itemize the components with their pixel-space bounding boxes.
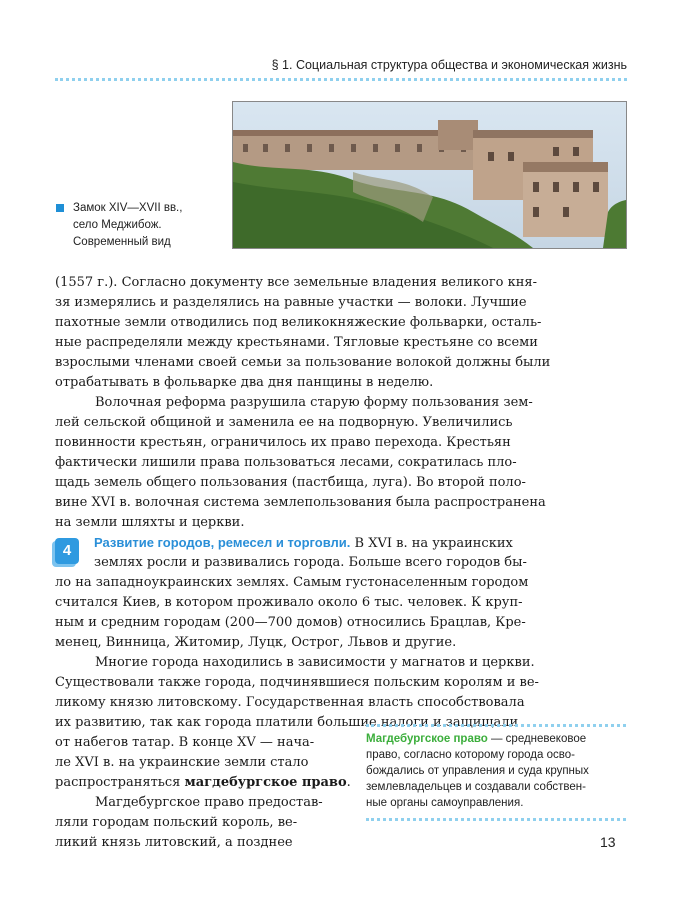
body-line: ным и средним городам (200—700 домов) относились Брацлав, Кре- [55,615,526,630]
body-line: фактически лишили права пользоваться лесами, сократилась пло- [55,455,517,470]
section-heading-line [94,534,513,552]
castle-photo [232,101,627,249]
body-line: ляли городам польский король, ве- [55,815,298,830]
body-line: Существовали также города, подчинявшиеся польским королям и ве- [55,675,539,690]
header-divider [55,78,627,81]
body-line: зя измерялись и разделялись на равные участки — волоки. Лучшие [55,295,527,310]
body-line: менец, Винница, Житомир, Луцк, Острог, Львов и другие. [55,635,457,650]
key-term: магдебургское право [184,775,347,790]
body-line: ликий князь литовский, а позднее [55,835,293,850]
definition-box [366,731,626,811]
body-line: считался Киев, в котором проживало около 6 тыс. человек. К круп- [55,595,523,610]
caption-bullet-icon [56,204,64,212]
definition-line: ные органы самоуправления. [366,797,524,809]
body-line: ликому князю литовскому. Государственная власть способствовала [55,695,525,710]
page-number: 13 [600,834,616,850]
body-line: отрабатывать в фольварке два дня панщины в неделю. [55,375,434,390]
body-line: на земли шляхты и церкви. [55,515,245,530]
body-line: щадь земель общего пользования (пастбища, луга). Во второй поло- [55,475,526,490]
body-line: повинности крестьян, ограничилось их право перехода. Крестьян [55,435,511,450]
body-line: Волочная реформа разрушила старую форму пользования зем- [95,395,533,410]
body-line: Многие города находились в зависимости у магнатов и церкви. [95,655,535,670]
body-line: вине XVI в. волочная система землепользования была распространена [55,495,546,510]
body-line: (1557 г.). Согласно документу все земельные владения великого кня- [55,275,538,290]
definition-text: — средневековое [487,733,587,745]
body-line-with-term [55,774,351,791]
definition-line: бождались от управления и суда крупных [366,765,589,777]
body-line: их развитию, так как города платили большие налоги и защищали [55,715,519,730]
section-title: Развитие городов, ремесел и торговли. [94,535,351,550]
section-number-badge: 4 [55,538,79,564]
definition-line: землевладельцев и создавали собствен- [366,781,586,793]
body-line: ные распределяли между крестьянами. Тягловые крестьяне со всеми [55,335,538,350]
body-line: от набегов татар. В конце XV — нача- [55,735,315,750]
body-line: Магдебургское право предостав- [95,795,323,810]
body-line: ло на западноукраинских землях. Самым густонаселенным городом [55,575,529,590]
caption-line: Замок XIV—XVII вв., [73,202,183,214]
body-line-rest: В XVI в. на украинских [350,536,513,551]
definition-term: Магдебургское право [366,733,488,745]
body-text: распространяться [55,775,185,790]
body-line: ле XVI в. на украинские земли стало [55,755,309,770]
caption-line: село Меджибож. [73,219,162,231]
running-header: § 1. Социальная структура общества и экономическая жизнь [271,58,627,72]
body-line: землях росли и развивались города. Больше всего городов бы- [94,555,527,570]
photo-caption [56,200,226,251]
definition-line [366,731,626,747]
body-line: взрослыми членами своей семьи за пользование волокой должны были [55,355,551,370]
sidebar-bottom-divider [366,818,626,821]
caption-line: Современный вид [73,236,171,248]
body-line: лей сельской общиной и заменила ее на подворную. Увеличились [55,415,513,430]
sidebar-top-divider [366,724,626,727]
body-text: . [346,775,351,790]
definition-line: право, согласно которому города осво- [366,749,575,761]
body-line: пахотные земли отводились под великокняжеские фольварки, осталь- [55,315,542,330]
